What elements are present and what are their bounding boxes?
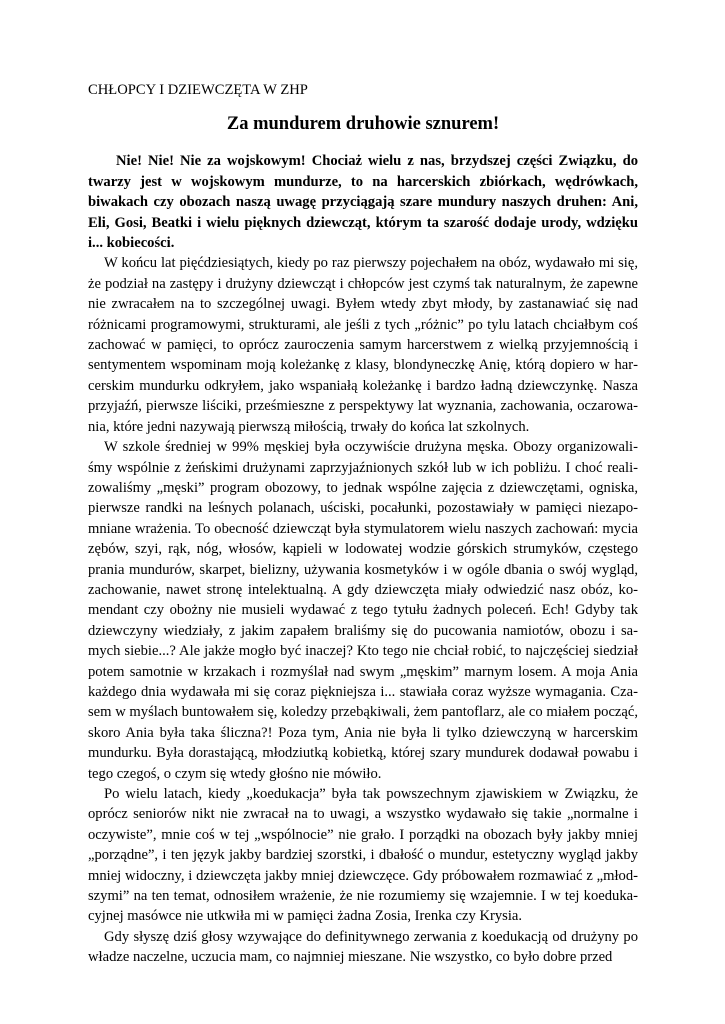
document-page xyxy=(88,80,638,968)
body-paragraph-1: W końcu lat pięćdziesiątych, kiedy po raz pierwszy pojechałem na obóz, wydawało mi się, że podział na zastępy i drużyny dziewcząt i chłopców jest czymś tak naturalnym, że zapewne nie zwracałem na to szczególnej uwagi. Byłem wtedy zbyt młody, by zastanawiać się nad różnicami programowymi, strukturami, ale jeśli z tych „różnic” po tylu latach chciałbym coś zachować w pamięci, to oprócz zauroczenia samym harcerstwem z wielką przyjemnością i sentymentem wspominam moją koleżankę z klasy, blondyneczkę Anię, którą dopiero w harcerskim mundurku odkryłem, jako wspaniałą koleżankę i bardzo ładną dziewczynkę. Nasza przyjaźń, pierwsze liściki, prześmieszne z perspektywy lat wyznania, zachowania, oczarowania, które jedni nazywają pierwszą miłością, trwały do końca lat szkolnych. xyxy=(88,255,638,435)
section-label: CHŁOPCY I DZIEWCZĘTA W ZHP xyxy=(88,82,308,98)
body-paragraph-4: Gdy słyszę dziś głosy wzywające do definitywnego zerwania z koedukacją od drużyny po władze naczelne, uczucia mam, co najmniej mieszane. Nie wszystko, co było dobre przed xyxy=(88,928,638,966)
body-paragraph-3: Po wielu latach, kiedy „koedukacja” była tak powszechnym zjawiskiem w Związku, że oprócz seniorów nikt nie zwracał na to uwagi, a wszystko wydawało się takie „normalne i oczywiste”, mnie coś w tej „wspólnocie” nie grało. I porządki na obozach były jakby mniej „porządne”, i ten język jakby bardziej szorstki, i dbałość o mundur, estetyczny wygląd jakby mniej widoczny, i dziewczęta jakby mniej dziewczęce. Gdy próbowałem rozmawiać z „młodszymi” na ten temat, odnosiłem wrażenie, że nie rozumiemy się wzajemnie. I w tej koedukacyjnej masówce nie utkwiła mi w pamięci żadna Zosia, Irenka czy Krysia. xyxy=(88,786,638,925)
body-paragraph-2: W szkole średniej w 99% męskiej była oczywiście drużyna męska. Obozy organizowaliśmy wspólnie z żeńskimi drużynami zaprzyjaźnionych szkół lub w ich pobliżu. I choć realizowaliśmy „męski” program obozowy, to jednak wspólne zajęcia z dziewczętami, ogniska, pierwsze randki na leśnych polanach, uściski, pocałunki, pozostawiały w pamięci niezapomniane wrażenia. To obecność dziewcząt była stymulatorem wielu naszych zachowań: mycia zębów, szyi, rąk, nóg, włosów, kąpieli w lodowatej wodzie górskich strumyków, częstego prania mundurów, skarpet, bielizny, używania kosmetyków i w ogóle dbania o swój wygląd, zachowanie, nawet stronę intelektualną. A gdy dziewczęta miały odwiedzić nasz obóz, komendant czy obożny nie musieli wydawać z tego tytułu żadnych poleceń. Ech! Gdyby tak dziewczyny wiedziały, z jakim zapałem braliśmy się do pucowania namiotów, obozu i samych siebie...? Ale jakże mogło być inaczej? Kto tego nie chciał robić, to najczęściej siedział potem samotnie w krzakach i rozmyślał nad swym „męskim” marnym losem. A moja Ania każdego dnia wydawała mi się coraz piękniejsza i... stawiała coraz wyższe wymagania. Czasem w myślach buntowałem się, koledzy przebąkiwali, żem pantoflarz, ale co miałem począć, skoro Ania była taka śliczna?! Poza tym, Ania nie była li tylko dziewczyną w harcerskim mundurku. Była dorastającą, młodziutką kobietką, której szary mundurek dodawał powabu i tego czegoś, o czym się wtedy głośno nie mówiło. xyxy=(88,439,638,782)
lead-paragraph: Nie! Nie! Nie za wojskowym! Chociaż wielu z nas, brzydszej części Związku, do twarzy jest w wojskowym mundurze, to na harcerskich zbiórkach, wędrówkach, biwakach czy obozach naszą uwagę przyciągają szare mundury naszych druhen: Ani, Eli, Gosi, Beatki i wielu pięknych dziewcząt, którym ta szarość dodaje urody, wdzięku i... kobiecości. xyxy=(88,153,638,252)
article-title: Za mundurem druhowie sznurem! xyxy=(226,114,500,135)
